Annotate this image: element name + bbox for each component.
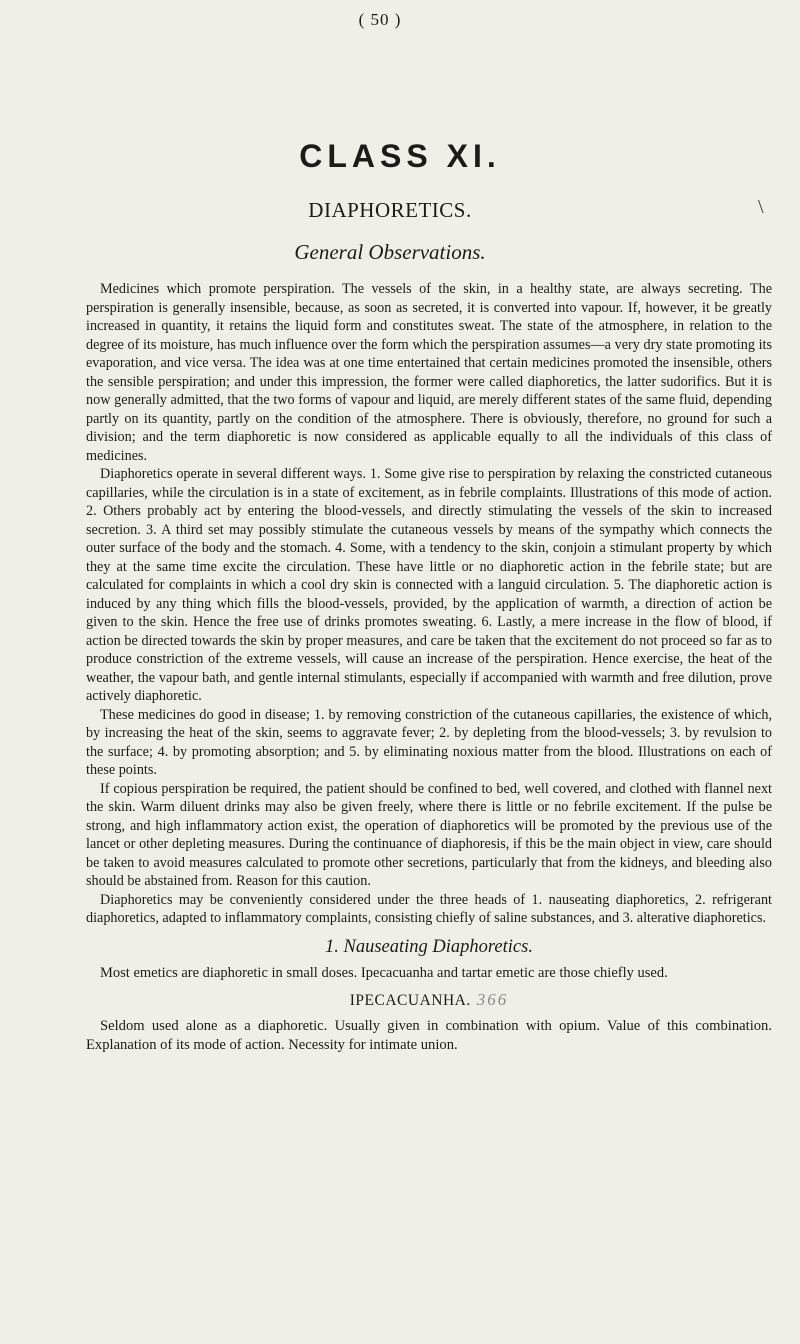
handwritten-note: 366: [476, 990, 509, 1009]
class-heading: CLASS XI.: [299, 138, 501, 174]
paragraph-5: Diaphoretics may be conveniently considered under the three heads of 1. nauseating diaphoretics, 2. refrigerant diaphoretics, adapted to inflammatory complaints, consisting chiefly of saline substances, and 3. alterative diaphoretics.: [86, 891, 772, 926]
margin-mark: \: [758, 196, 764, 218]
paragraph-1: Medicines which promote perspiration. The vessels of the skin, in a healthy state, are always secreting. The perspiration is generally insensible, because, as soon as secreted, it is converted into vapour. If, however, it be greatly increased in quantity, it retains the liquid form and constitutes sweat. The state of the atmosphere, in relation to the degree of its moisture, has much influence over the form which the perspiration assumes—a very dry state promoting its evaporation, and vice versa. The idea was at one time entertained that certain medicines promoted the insensible, others the sensible perspiration; and under this impression, the former were called diaphoretics, the latter sudorifics. But it is now generally admitted, that the two forms of vapour and liquid, are merely different states of the same fluid, depending partly on its quantity, partly on the condition of the atmosphere. There is obviously, therefore, no ground for such a division; and the term diaphoretic is now considered as applicable equally to all the individuals of this class of medicines.: [86, 281, 772, 464]
drug-heading: IPECACUANHA.: [349, 992, 471, 1009]
subsection-paragraph: Most emetics are diaphoretic in small doses. Ipecacuanha and tartar emetic are those chiefly used.: [100, 965, 668, 981]
section-title: DIAPHORETICS.: [308, 198, 472, 222]
subsection-heading: 1. Nauseating Diaphoretics.: [325, 936, 533, 957]
drug-paragraph: Seldom used alone as a diaphoretic. Usually given in combination with opium. Value of this combination. Explanation of its mode of action. Necessity for intimate union.: [86, 1017, 772, 1053]
paragraph-3: These medicines do good in disease; 1. by removing constriction of the cutaneous capillaries, the existence of which, by increasing the heat of the skin, seems to aggravate fever; 2. by depleting from the blood-vessels; 3. by revulsion to the surface; 4. by promoting absorption; and 5. by eliminating noxious matter from the blood. Illustrations on each of these points.: [86, 706, 772, 778]
paragraph-2: Diaphoretics operate in several different ways. 1. Some give rise to perspiration by relaxing the constricted cutaneous capillaries, while the circulation is in a state of excitement, as in febrile complaints. Illustrations of this mode of action. 2. Others probably act by entering the blood-vessels, and directly stimulating the vessels of the skin to increased secretion. 3. A third set may possibly stimulate the cutaneous vessels by means of the sympathy which connects the outer surface of the body and the stomach. 4. Some, with a tendency to the skin, conjoin a stimulant property by which they at the same time excite the circulation. These have little or no diaphoretic action in the febrile state; but are calculated for complaints in which a cool dry skin is connected with a languid circulation. 5. The diaphoretic action is induced by any thing which fills the blood-vessels, provided, by the application of warmth, a direction of action be given to the skin. Hence the free use of drinks promotes sweating. 6. Lastly, a mere increase in the flow of blood, if action be directed towards the skin by proper measures, and care be taken that the excitement do not proceed so far as to produce constriction of the extreme vessels, will cause an increase of the perspiration. Hence exercise, the heat of the weather, the vapour bath, and gentle internal stimulants, especially if accompanied with warmth and free dilution, prove actively diaphoretic.: [86, 466, 772, 704]
body-text: [86, 280, 772, 1055]
page-number: ( 50 ): [358, 10, 402, 29]
paragraph-4: If copious perspiration be required, the patient should be confined to bed, well covered, and clothed with flannel next the skin. Warm diluent drinks may also be given freely, where there is little or no febrile excitement. If the pulse be strong, and high inflammatory action exist, the operation of diaphoretics will be promoted by the previous use of the lancet or other depleting measures. During the continuance of diaphoresis, if this be the main object in view, care should be taken to avoid measures calculated to promote other secretions, particularly that from the kidneys, and bleeding also should be abstained from. Reason for this caution.: [86, 780, 772, 889]
drug-heading-row: [86, 991, 772, 1011]
subtitle: General Observations.: [294, 240, 486, 264]
